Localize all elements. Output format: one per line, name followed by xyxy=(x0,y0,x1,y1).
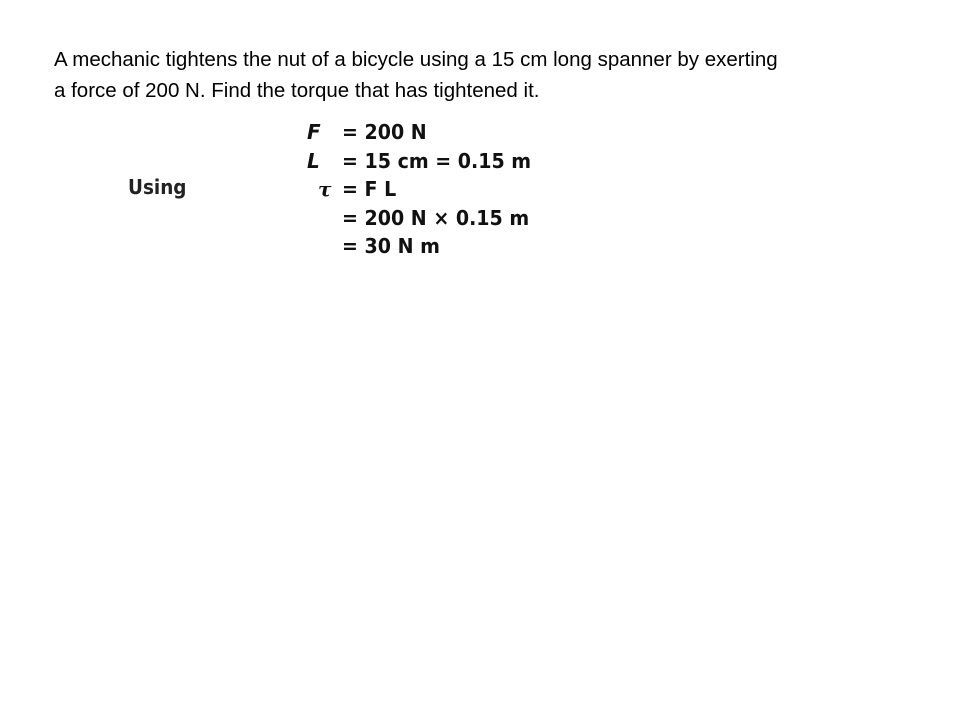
length-symbol: L xyxy=(307,148,320,173)
length-value: = 15 cm = 0.15 m xyxy=(342,148,532,173)
problem-line-2: a force of 200 N. Find the torque that has tightened it. xyxy=(54,79,540,102)
using-label: Using xyxy=(128,175,187,199)
problem-statement xyxy=(54,44,934,106)
torque-symbol: τ xyxy=(318,177,332,201)
torque-formula-text: = F L xyxy=(342,177,397,201)
problem-line-1: A mechanic tightens the nut of a bicycle using a 15 cm long spanner by exerting xyxy=(54,48,778,71)
result-value: = 30 N m xyxy=(342,234,440,258)
force-symbol: F xyxy=(307,120,321,144)
force-value: = 200 N xyxy=(342,120,427,144)
torque-formula xyxy=(342,175,396,204)
substitution-value: = 200 N × 0.15 m xyxy=(342,205,530,230)
